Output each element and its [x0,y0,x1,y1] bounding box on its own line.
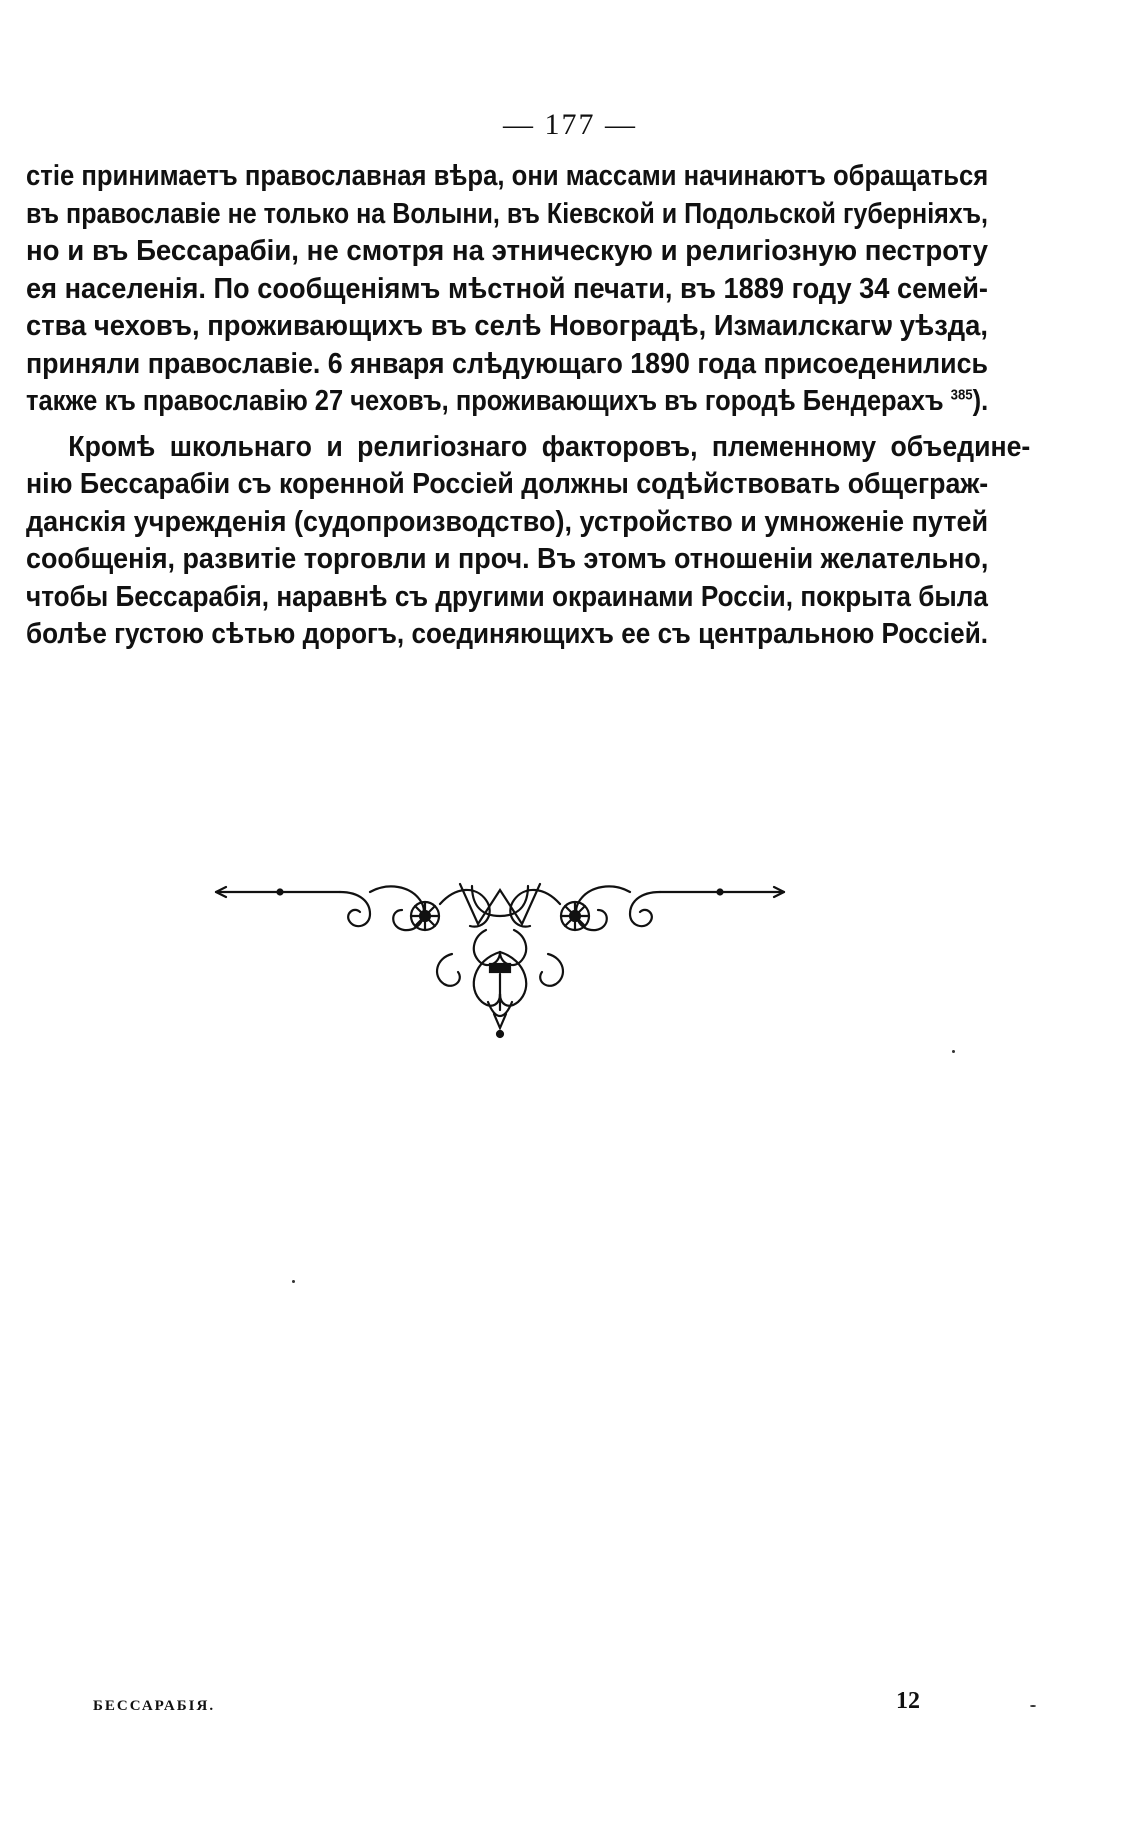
text-line-with-footnote [26,383,988,421]
paper-speck [952,1050,955,1053]
text-line: также къ православію 27 чеховъ, проживающихъ въ городѣ Бендерахъ [26,385,944,417]
text-line: ея населенія. По сообщеніямъ мѣстной печати, въ 1889 году 34 семей- [26,272,988,305]
text-line: но и въ Бессарабіи, не смотря на этническую и религіозную пестроту [26,235,989,267]
text-line: болѣе густою сѣтью дорогъ, соединяющихъ ее съ центральною Россіей. [26,618,988,650]
text-line: сообщенія, развитіе торговли и проч. Въ этомъ отношеніи желательно, [26,543,989,575]
paragraph-2 [26,429,1031,654]
sheet-number: 12 [896,1688,920,1714]
text-line: ства чеховъ, проживающихъ въ селѣ Новоградѣ, Измаилскагѡ уѣзда, [26,310,988,342]
paragraph-1 [26,158,988,421]
signature-title: БЕССАРАБІЯ. [93,1698,216,1714]
paper-speck [292,1280,295,1283]
text-line: чтобы Бессарабія, наравнѣ съ другими окраинами Россіи, покрыта была [26,580,988,613]
paper-speck [1030,1705,1036,1707]
text-line: стіе принимаетъ православная вѣра, они массами начинаютъ обращаться [26,160,989,192]
text-line: Кромѣ школьнаго и религіознаго факторовъ, племенному объедине- [68,430,1031,463]
page-number: — 177 — [503,108,637,141]
text-line: приняли православіе. 6 января слѣдующаго 1890 года присоеденились [26,347,988,380]
body-text [26,158,1031,654]
text-line: нію Бессарабіи съ коренной Россіей должны содѣйствовать общеграж- [26,468,989,500]
footnote-closing: ). [972,385,989,417]
text-line: въ православіе не только на Волыни, въ Кіевской и Подольской губерніяхъ, [26,197,988,230]
text-line: данскія учрежденія (судопроизводство), устройство и умноженіе путей [26,505,989,538]
footnote-reference: 385 [950,386,973,404]
floral-vignette-icon [210,874,790,1044]
